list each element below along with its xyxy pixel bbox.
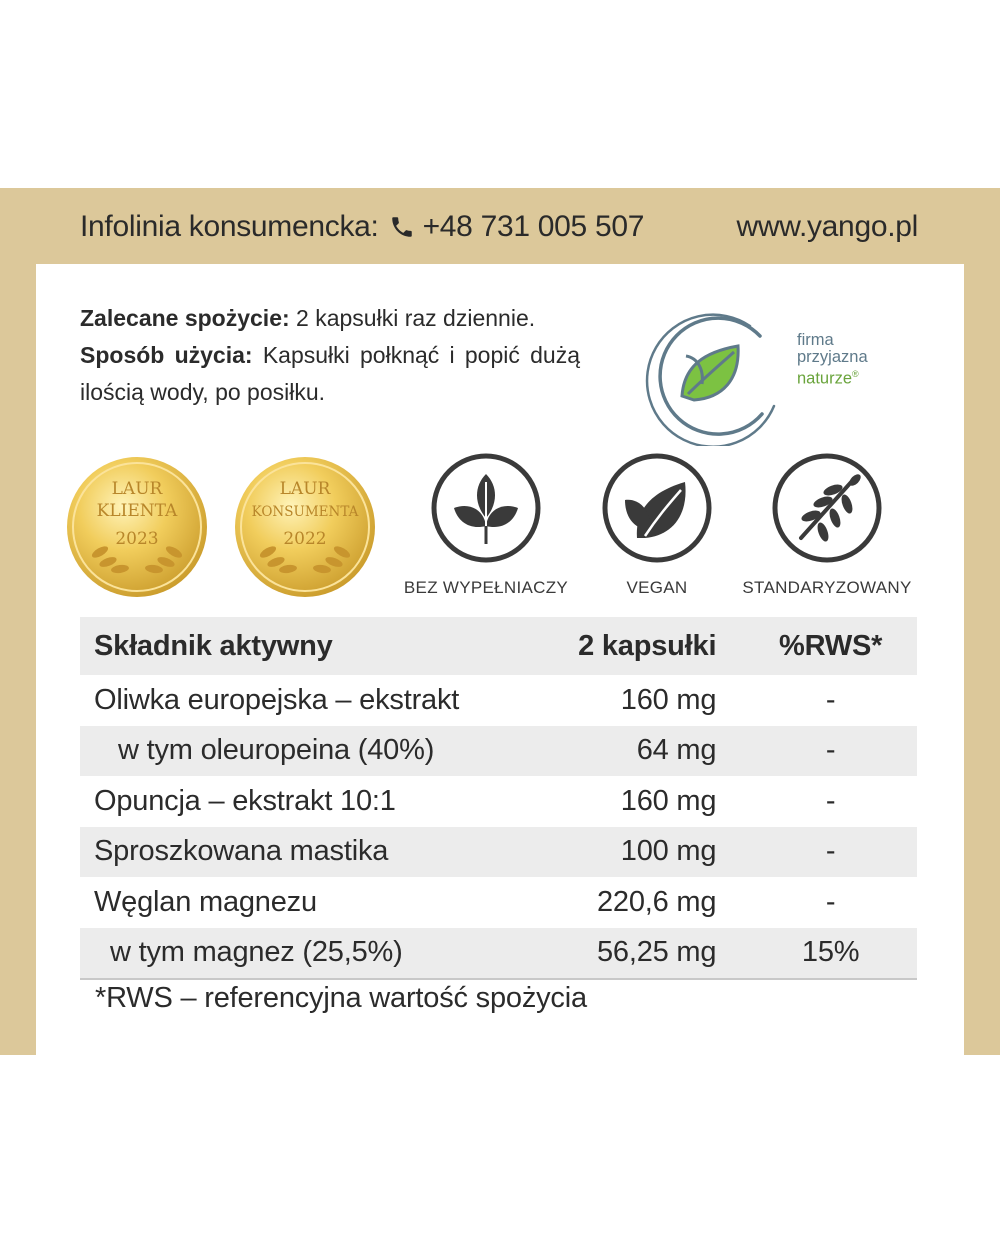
recommended-intake: [80, 300, 580, 337]
feature-no-fillers: [386, 452, 586, 598]
award-badge-laur-klienta: [64, 454, 210, 600]
herb-sprig-icon: [771, 452, 883, 564]
award-year: 2023: [115, 529, 159, 549]
ingredient-name: w tym oleuropeina (40%): [80, 726, 547, 777]
header-bar: [0, 188, 1000, 264]
ingredient-amount: 100 mg: [547, 827, 716, 878]
award-badge-laur-konsumenta: [232, 454, 378, 600]
recommended-label: Zalecane spożycie:: [80, 305, 290, 331]
feature-label: VEGAN: [626, 578, 688, 597]
ingredient-amount: 160 mg: [620, 784, 717, 817]
eco-text: [797, 332, 868, 388]
award-line1: LAUR: [279, 479, 331, 499]
feature-label: BEZ WYPEŁNIACZY: [403, 578, 569, 597]
usage-instructions: [80, 300, 580, 411]
ingredient-amount: 160 mg: [620, 683, 717, 716]
ingredient-amount: 64 mg: [547, 726, 716, 777]
ingredient-rws: -: [825, 683, 836, 716]
table-row: [80, 877, 917, 928]
footnote: *RWS – referencyjna wartość spożycia: [95, 982, 587, 1014]
table-row: [80, 928, 917, 980]
ingredient-rws: -: [825, 885, 836, 918]
table-row: [80, 776, 917, 827]
hotline-label: Infolinia konsumencka:: [80, 210, 379, 243]
award-line2: KLIENTA: [96, 501, 178, 521]
method-text: Kapsułki połknąć i popić dużą ilością wody, po posiłku.: [80, 342, 580, 405]
three-leaves-icon: [430, 452, 542, 564]
ingredient-rws: -: [716, 726, 917, 777]
award-line2: KONSUMENTA: [251, 504, 359, 520]
eco-line-3: naturze®: [797, 369, 859, 388]
award-year: 2022: [283, 529, 327, 549]
phone-icon: [389, 214, 415, 240]
hotline: [80, 210, 644, 244]
ingredient-rws: 15%: [716, 928, 917, 980]
method-label: Sposób użycia:: [80, 342, 253, 368]
header-amount: 2 kapsułki: [547, 617, 716, 675]
ingredient-name: Oliwka europejska – ekstrakt: [94, 683, 460, 716]
phone-number[interactable]: +48 731 005 507: [422, 210, 645, 243]
vegan-leaf-icon: [601, 452, 713, 564]
ingredient-name: w tym magnez (25,5%): [80, 928, 547, 980]
method-of-use: [80, 337, 580, 411]
eco-line-2: przyjazna: [797, 348, 868, 366]
ingredient-name: Sproszkowana mastika: [80, 827, 547, 878]
ingredient-name: Węglan magnezu: [94, 885, 317, 918]
registered-mark: ®: [852, 369, 859, 379]
ingredients-table: [80, 617, 917, 980]
ingredient-rws: -: [825, 784, 836, 817]
table-row: [80, 726, 917, 777]
table-header-row: [80, 617, 917, 675]
header-rws: %RWS*: [716, 617, 917, 675]
ingredient-name: Opuncja – ekstrakt 10:1: [94, 784, 396, 817]
table-row: [80, 675, 917, 726]
eco-leaf-icon: [642, 296, 792, 446]
eco-line-1: firma: [797, 331, 834, 349]
table-row: [80, 827, 917, 878]
recommended-text: 2 kapsułki raz dziennie.: [296, 305, 536, 331]
ingredient-amount: 56,25 mg: [547, 928, 716, 980]
ingredient-rws: -: [716, 827, 917, 878]
header-ingredient: Składnik aktywny: [80, 617, 547, 675]
feature-standardized: [727, 452, 927, 598]
feature-label: STANDARYZOWANY: [742, 578, 912, 597]
eco-logo: [642, 296, 942, 446]
website-link[interactable]: www.yango.pl: [736, 210, 918, 243]
award-line1: LAUR: [111, 479, 163, 499]
ingredient-amount: 220,6 mg: [596, 885, 717, 918]
